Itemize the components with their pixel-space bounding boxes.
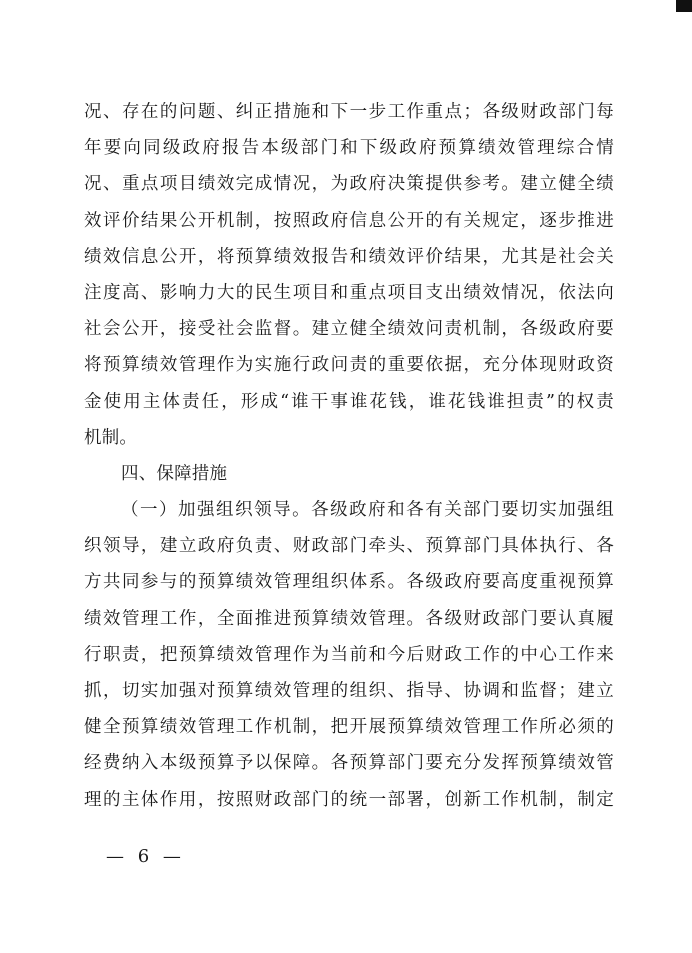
text-line: 方共同参与的预算绩效管理组织体系。各级政府要高度重视预算 <box>84 572 614 593</box>
text-line: 将预算绩效管理作为实施行政问责的重要依据，充分体现财政资 <box>84 355 614 376</box>
text-line: 健全预算绩效管理工作机制，把开展预算绩效管理工作所必须的 <box>84 717 614 738</box>
text-line: 年要向同级政府报告本级部门和下级政府预算绩效管理综合情 <box>84 138 614 159</box>
text-line: 抓，切实加强对预算绩效管理的组织、指导、协调和监督；建立 <box>84 681 614 701</box>
text-line: 织领导，建立政府负责、财政部门牵头、预算部门具体执行、各 <box>84 536 614 557</box>
scan-corner-mark <box>676 0 692 12</box>
text-line: 注度高、影响力大的民生项目和重点项目支出绩效情况，依法向 <box>84 282 614 303</box>
text-line: 绩效管理工作，全面推进预算绩效管理。各级财政部门要认真履 <box>84 608 614 629</box>
text-line: 绩效信息公开，将预算绩效报告和绩效评价结果，尤其是社会关 <box>84 246 614 267</box>
text-line: 社会公开，接受社会监督。建立健全绩效问责机制，各级政府要 <box>84 319 614 340</box>
text-line: （一）加强组织领导。各级政府和各有关部门要切实加强组 <box>121 500 614 521</box>
text-line: 况、存在的问题、纠正措施和下一步工作重点；各级财政部门每 <box>84 102 614 122</box>
text-line: 理的主体作用，按照财政部门的统一部署，创新工作机制，制定 <box>84 789 614 810</box>
text-line: 况、重点项目绩效完成情况，为政府决策提供参考。建立健全绩 <box>84 174 614 195</box>
text-line: 经费纳入本级预算予以保障。各预算部门要充分发挥预算绩效管 <box>84 753 614 774</box>
document-body <box>84 94 614 818</box>
text-line: 机制。 <box>84 427 138 448</box>
section-heading: 四、保障措施 <box>121 463 228 484</box>
text-line: 行职责，把预算绩效管理作为当前和今后财政工作的中心工作来 <box>84 644 614 665</box>
page-number: — 6 — <box>106 846 185 867</box>
text-line: 效评价结果公开机制，按照政府信息公开的有关规定，逐步推进 <box>84 210 614 231</box>
text-line: 金使用主体责任，形成“谁干事谁花钱，谁花钱谁担责”的权责 <box>84 391 614 412</box>
